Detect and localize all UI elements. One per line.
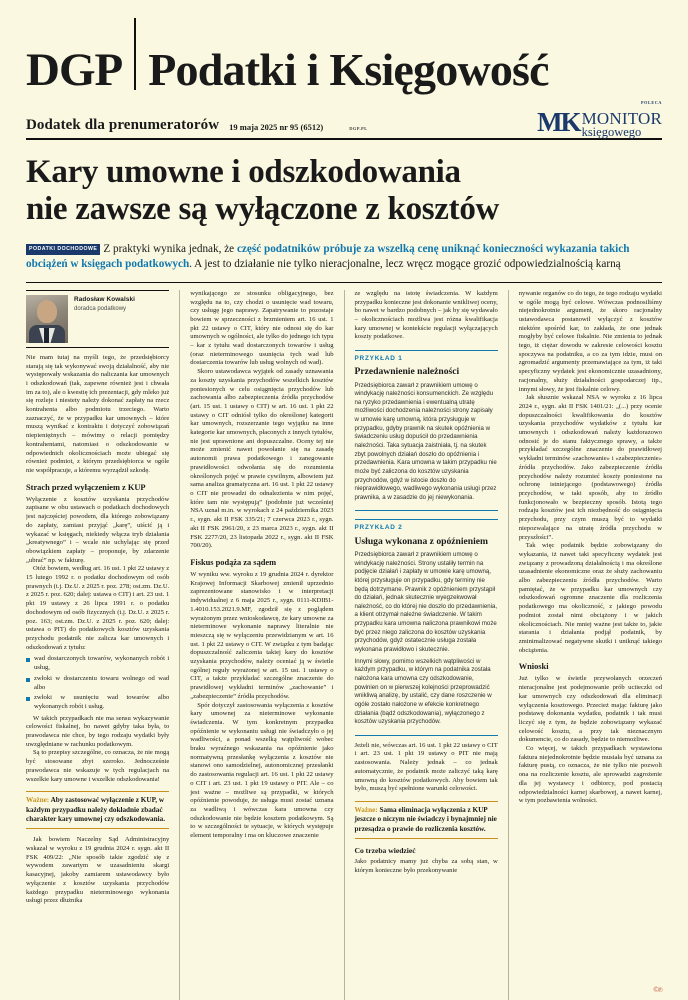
- masthead-brand: DGP: [26, 43, 123, 96]
- article-column-1: [26, 290, 169, 1000]
- c1-para-3: Otóż bowiem, według art. 16 ust. 1 pkt 22 ustawy z 15 lutego 1992 r. o podatku dochodowym od osób prawnych (t.j. Dz.U. z 2025 r. poz. 278; ost.zm. Dz.U. z 2025 r. poz. 620; dalej: ustawa o CIT) i art. 23 ust. 1 pkt 19 ustawy z 26 lipca 1991 r. o podatku dochodowym od osób fizycznych (t.j. Dz.U. z 2025 r. poz. 163; ost.zm. Dz.U. z 2025 r. poz. 620; dalej: ustawa o PIT) do podatkowych kosztów uzyskania przychodu podatnik nie zalicza kar umownych i odszkodowań z tytułu:: [26, 565, 170, 651]
- c1-important-text: Aby zastosować wyłączenie z KUP, w każdym przypadku należy dokładnie zbadać charakter kary umownej czy odszkodowania.: [26, 796, 166, 823]
- page-title: [26, 154, 662, 228]
- c2-para-2: Skoro ustawodawca wyjątek od zasady uznawania za koszty uzyskania przychodów wszelkich kosztów poniesionych w celu osiągnięcia przychodów lub zachowania albo zabezpieczenia źródła przychodów (art. 15 ust. 1 ustawy o CIT) w art. 16 ust. 1 pkt 22 ustawy o CIT odniósł tylko do określonej kategorii kar umownych, rozszerzanie tego wyjątku na inne kategorie kar umownych, płaconych z innych tytułów, nie jest uprawnione ani dopuszczalne. Oceny tej nie może zmienić nawet powołanie się na zasadę autonomii prawa podatkowego i zanegowanie prawidłowości odwołania się do rozumienia określonych pojęć w prawie cywilnym, albowiem już sama analiza gramatyczna art. 16 ust. 1 pkt 22 ustawy o CIT nie prowadzi do odnalezienia w nim pojęć, które tam nie występują” (podobnie już wcześniej NSA uznał m.in. w wyrokach z 24 października 2023 r., sygn. akt II FSK 335/21; 7 czerwca 2023 r., sygn. akt II FSK 2961/20, z 23 marca 2023 r., sygn. akt II FSK 2277/20, 23 listopada 2022 r., sygn. akt II FSK 700/20).: [190, 368, 334, 550]
- lead-text-highlight: część podatników próbuje za wszelką cenę uniknąć konieczności wykazania takich obciążeń w księgach podatkowych: [26, 242, 630, 271]
- author-box: [26, 290, 169, 348]
- lead-text-after: . A jest to działanie nie tylko nieracjonalne, lecz wręcz mogące grozić odpowiedzialnością karną: [189, 258, 621, 271]
- example-1-label: PRZYKŁAD 1: [354, 355, 403, 363]
- masthead-supplement-title: Podatki i Księgowość: [148, 44, 549, 96]
- c1-important-note: [26, 791, 169, 829]
- category-badge[interactable]: PODATKI DOCHODOWE: [26, 244, 100, 255]
- masthead-date: 19 maja 2025 nr 95 (6512): [229, 122, 324, 132]
- masthead: [26, 0, 662, 96]
- example-2-body: [355, 551, 498, 727]
- c3-para-2: Jeżeli nie, wówczas art. 16 ust. 1 pkt 22 ustawy o CIT i art. 23 ust. 1 pkt 19 ustawy o PIT nie mają zastosowania. Należy jednak – co jednak automatycznie, że podatnik może zaliczyć taką karę umowną do kosztów podatkowych. Aby bowiem tak było, muszą być spełnione warunki celowości.: [354, 741, 498, 793]
- example-box-2: [355, 519, 498, 735]
- partner-logo-line1: MONITOR: [581, 108, 662, 128]
- author-name: Radosław Kowalski: [74, 295, 136, 303]
- lead-paragraph: [26, 242, 662, 273]
- footer-registration-icon: ©℗: [653, 986, 662, 994]
- c3-subheading: Co trzeba wiedzieć: [354, 846, 416, 856]
- c4-para-2: Jak słusznie wskazał NSA w wyroku z 16 lipca 2024 r., sygn. akt II FSK 1401/21: „(...) przy ocenie dopuszczalności kwalifikowania do kosztów uzyskania przychodów wydatków z tytułu kar umownych i odszkodowań należy każdorazowo odnosić je do stanu faktycznego sprawy, a także przykładać szczególne znaczenie do prawidłowej wykładni terminów «zachowanie» i «zabezpieczenie» źródła przychodów. Jako zabezpieczenie źródła przychodów należy rozumieć koszty poniesione na ochronę istniejącego (podstawowego) źródła przychodów, w taki sposób, aby to źródło funkcjonowało w bezpieczny sposób. Istotą tego rodzaju kosztów jest ich niezbędność do osiągnięcia przychodu, przy czym muszą być to wydatki niepozwalające na utratę źródła przychodu w przyszłości”.: [518, 394, 662, 541]
- masthead-subtitle: Dodatek dla prenumeratorów: [26, 117, 220, 133]
- c1-para-6: Jak bowiem Naczelny Sąd Administracyjny wskazał w wyroku z 19 grudnia 2024 r. sygn. akt II FSK 409/22: „Nie sposób takie zgodzić się z wywodem zawartym w uzasadnieniu skargi kasacyjnej, jakoby zamiarem ustawodawcy było wyłączenie z kosztów uzyskania przychodów każdego przypadku nieterminowego wykonania usługi przez dłużnika: [26, 836, 170, 905]
- example-2-label: PRZYKŁAD 2: [354, 524, 403, 532]
- example-1-para-1: Przedsiębiorca zawarł z prawnikiem umowę o windykację należności konsumenckich. Ze względu na ryzyko przedawnienia i ewentualną utratę możliwości dochodzenia należności strony zapisały w umowie karę umowną, która przysługuje w przypadku, gdyby prawnik na skutek opóźnienia w świadczeniu usług dopuścił do przedawnienia należności. Taka sytuacja zaistniała, tj. na skutek zbyt powolnych działań doszło do opóźnienia i przedawnienia. Kara umowna w takim przypadku nie może być zaliczona do kosztów uzyskania przychodów, gdyż w istocie doszło do nieprawidłowego, wadliwego wykonania usługi przez prawnika, a w zasadzie do jej niewykonania.: [354, 381, 497, 501]
- author-meta: [74, 295, 135, 314]
- c4-para-5: Co więcej, w takich przypadkach wystawiona faktura niejednokrotnie będzie musiała być uznana za fakturę pustą, co oznacza, że nie tylko nie pozwoli ona na rozliczenie kosztu, ale sprowadzi zagrożenie dla jej wystawcy i odbiorcy, pod postacią odpowiedzialności karnej skarbowej, a nawet karnej, w tym pozbawienia wolności.: [518, 745, 662, 805]
- c1-para-1: Nie mam tutaj na myśli tego, że przedsiębiorcy starają się tak wykonywać swoją działalność, aby nie występowały wskazania do naliczania kar umownych i odszkodowań (tak, zapewne również jest i chwała im za to), ale o kwestię ich prezentacji, gdy mleko już się rozleje i niestety należy dokonać zapłaty na rzecz kontrahenta albo podmiotu trzeciego. Warto zaznaczyć, że w przypadku kar umownych – które muszą wynikać z kontraktu i dotyczyć zobowiązań niepieniężnych – mówimy o relacji pomiędzy kontrahentami, natomiast o odszkodowanie w odpowiednich okolicznościach może ubiegać się również podmiot, z którym przedsiębiorca w ogóle nie współpracuje, a któremu wyrządził szkodę.: [26, 353, 170, 474]
- example-2-title: Usługa wykonana z opóźnieniem: [354, 535, 489, 547]
- poleca-label: POLECA: [640, 99, 662, 105]
- masthead-site-mark: DGP.PL: [349, 126, 368, 131]
- lead-text-before: Z praktyki wynika jednak, że: [103, 242, 237, 255]
- author-role: doradca podatkowy: [74, 305, 127, 312]
- c3-important-text: Sama eliminacja wyłączenia z KUP jeszcze o niczym nie świadczy i bynajmniej nie przesądza o prawie do rozliczenia kosztów.: [354, 806, 497, 833]
- c2-para-1: wynikającego ze stosunku obligacyjnego, bez względu na to, czy chodzi o usunięcie wad towaru, czy usługę jego naprawy. Zapatrywanie to pozostaje bowiem w sprzeczności z brzmieniem art. 16 ust. 1 pkt 22 ustawy o CIT, który nie odnosi się do kar umownych w ogólności, ale tylko do jednego ich typu – kar z tytułu wad dostarczonych towarów i usług (oraz nieterminowego usunięcia tych wad lub dostarczenia towarów lub usług wolnych od wad).: [190, 289, 334, 367]
- c1-bullet-list: [26, 655, 169, 711]
- article-column-2: [179, 290, 333, 1000]
- list-item: zwłoki w dostarczeniu towaru wolnego od wad albo: [26, 675, 169, 692]
- c4-heading-1: Wnioski: [518, 662, 549, 672]
- example-1-body: [355, 382, 498, 503]
- c1-para-4: W takich przypadkach nie ma sensu wykazywanie celowości fiskalnej, bo nawet gdyby taka była, to prawodawca nie chce, by tego rodzaju wydatki były uwzględniane w rachunku podatkowym.: [26, 714, 170, 748]
- c2-heading-1: Fiskus podąża za sądem: [190, 557, 277, 567]
- c4-para-3: Tak więc podatnik będzie zobowiązany do wykazania, iż nawet taki specyficzny wydatek jest związany z prowadzoną działalnością i ma określone uzasadnienie ekonomiczne oraz że służy zachowaniu albo zabezpieczeniu źródła przychodów. Warto pamiętać, że w przypadku kar umownych czy odszkodowań ogromne znaczenie dla rozliczenia podatkowego ma okoliczność, z jakiego powodu podmiot został nimi obciążony i w jakich okolicznościach. Nie mniej ważne jest także to, jakie starania i działania podjął podatnik, by zminimalizować negatywne skutki i uniknąć takiego obciążenia.: [518, 542, 662, 654]
- c1-important-label: Ważne:: [26, 796, 50, 805]
- c3-important-label: Ważne:: [354, 806, 378, 814]
- c1-heading-1: Strach przed wyłączeniem z KUP: [26, 482, 146, 492]
- c4-para-1: nywanie organów co do tego, że tego rodzaju wydatki w ogóle mogą być celowe. Wówczas podnosiliśmy niejednokrotnie argument, że skoro racjonalny ustawodawca postanowił wyłączyć z kosztów niektóre spośród kar, to zakłada, że one jednak mogłyby być celowe fiskalnie. Nie zmienia to jednak tego, iż ciężar dowodu w zakresie celowości kosztu spoczywa na podatniku, a co za tym idzie, musi on zgromadzić argumenty przemawiające za tym, iż taki specyficzny wydatek jest ekonomicznie uzasadniony, racjonalny, służy działalności gospodarczej itp., innymi słowy, że jest fiskalnie celowy.: [518, 289, 662, 393]
- c1-para-5: Są to przepisy szczególne, co oznacza, że nie mogą być stosowane zbyt szeroko. Jednocześnie prawodawca nie wskazuje w tych regulacjach na wszelkie kary umowne i wszelkie odszkodowania!: [26, 749, 170, 783]
- example-1-title: Przedawnienie należności: [354, 366, 460, 378]
- avatar: [26, 295, 68, 343]
- masthead-rule: [26, 138, 662, 140]
- headline-line-1: Kary umowne i odszkodowania: [26, 154, 461, 190]
- lead-rule: [26, 282, 662, 283]
- mk-initials: MK: [537, 106, 580, 137]
- c2-para-3: W wyniku ww. wyroku z 19 grudnia 2024 r. dyrektor Krajowej Informacji Skarbowej zmienił uprzednio zaprezentowane stanowisko i w interpretacji indywidualnej z 6 maja 2025 r., sygn. 0111-KDIB1-1.4010.153.2021.9.MF, zgodził się z poglądem wyrażonym przez wnioskodawcę, że kary umowne za nieterminowe wykonanie naprawy literalnie nie mieszczą się w wyłączeniu przewidzianym w art. 16 ust. 1 pkt 22 ustawy o CIT. W związku z tym badając dopuszczalność zaliczenia takiej kary do kosztów uzyskania przychodów, należy oceniać ją w świetle ogólnej reguły wyrażonej w art. 15 ust. 1 ustawy o CIT, a także przykładać szczególne znaczenie do prawidłowej wykładni terminów „zachowanie” i „zabezpieczenie” źródła przychodów.: [190, 570, 334, 700]
- list-item: wad dostarczonych towarów, wykonanych robót i usług,: [26, 655, 169, 672]
- c1-para-2: Wyłączenie z kosztów uzyskania przychodów zapisane w obu ustawach o podatkach dochodowych jest najczęściej powodem, dla którego zobowiązany do zapłaty, zamiast przyjąć „karę”, uiścić ją i wykazać w księgach, niekiedy włącza tryb działania „kreatywnego” i – wcale nie uchylając się przed obowiązkiem zapłaty – proponuje, by zdarzenie „ubrać” np. w fakturę.: [26, 495, 170, 564]
- c4-para-4: Już tylko w świetle przywołanych orzeczeń nieracjonalne jest podejmowanie prób uciieczki od kar umownych czy odszkodowań dla eliminacji wyłączenia kosztowego. Przecież mając fakturę jako podstawę dokonania wydatku, podatnik i tak musi liczyć się z tym, że będzie zobowiązany wykazać celowość kosztu, a przy tak nieznacznym dokumencie, co do zasady, będzie to niemożliwe.: [518, 675, 662, 744]
- example-2-para-2: Innymi słowy, pomimo wszelkich wątpliwości w każdym przypadku, w którym na podatnika została nałożona kara umowna czy odszkodowanie, powinien on w pierwszej kolejności przeprowadzić wnikliwą analizę, by ustalić, czy dane roszczenie w ogóle zostało nałożone w efekcie konkretnego działania (bądź odszkodowania), wyłączonego z kosztów uzyskania przychodów.: [354, 657, 492, 726]
- c3-important-note: [355, 801, 498, 839]
- masthead-subbar: [26, 99, 662, 139]
- article-column-3: [344, 290, 498, 1000]
- masthead-divider: [134, 18, 136, 90]
- article-column-4: [508, 290, 662, 1000]
- example-2-para-1: Przedsiębiorca zawarł z prawnikiem umowę o windykację należności. Strony ustaliły termin na podjęcie działań i zapłaty w umowie karę umowną, której przysługuje on przypadku, gdy terminy nie będą dotrzymane. Prawnik z opóźnieniem przystąpił do działań, jednak skutecznie wyegzekwował należność, co do której nie doszło do przedawnienia, a klient otrzymał należne świadczenie. W takim przypadku kara umowna naliczona prawnikowi może być przez niego zaliczona do kosztów uzyskania przychodów, gdyż ostatecznie usługa została wykonana prawidłowo i skutecznie.: [354, 550, 498, 654]
- partner-logo-line2: księgowego: [581, 124, 642, 139]
- c3-para-3: Jako podatnicy mamy już chyba za sobą stan, w którym konieczne było przekonywanie: [354, 858, 498, 874]
- c3-para-1: ze względu na istotę świadczenia. W każdym przypadku konieczne jest dokonanie wnikliwej oceny, bo nawet w bardzo podobnych – jak by się wydawało – okolicznościach możliwa jest różna kwalifikacja kary umownej w kontekście regulacji wyłączających koszty podatkowe.: [354, 289, 498, 341]
- article-columns: [26, 290, 662, 1000]
- list-item: zwłoki w usunięciu wad towarów albo wykonanych robót i usług.: [26, 694, 169, 711]
- headline-line-2: nie zawsze są wyłączone z kosztów: [26, 190, 500, 227]
- partner-logo-monitor-ksiegowego[interactable]: [537, 99, 662, 139]
- c2-para-4: Spór dotyczył zastosowania wyłączenia z kosztów kary umownej za nieterminowe wykonanie świadczenia. W tym konkretnym przypadku opóźnienie w wykonaniu usługi nie świadczyło o jej wadliwości, a ponad wszelką wątpliwość wobec braku wyraźnego wskazania na opóźnienie jako normatywną przesłankę wyłączenia z kosztów nie stanowi ono samodzielnej, autonomicznej przesłanki do zastosowania regulacji art. 16 ust. 1 pkt 22 ustawy o CIT i art. 23 ust. 1 pkt 19 ustawy o PIT. Ale – co jest ważne – możliwe są przypadki, w których opóźnienie powoduje, że usługa musi zostać uznana za wadliwą i wówczas kara umowna czy odszkodowanie nie będzie kosztem podatkowym. Są to w szczególności te sytuacje, w których występuje element temporalny i ma on kluczowe znaczenie: [190, 701, 334, 840]
- partner-logo-words: [582, 110, 662, 139]
- example-box-1: [355, 350, 498, 511]
